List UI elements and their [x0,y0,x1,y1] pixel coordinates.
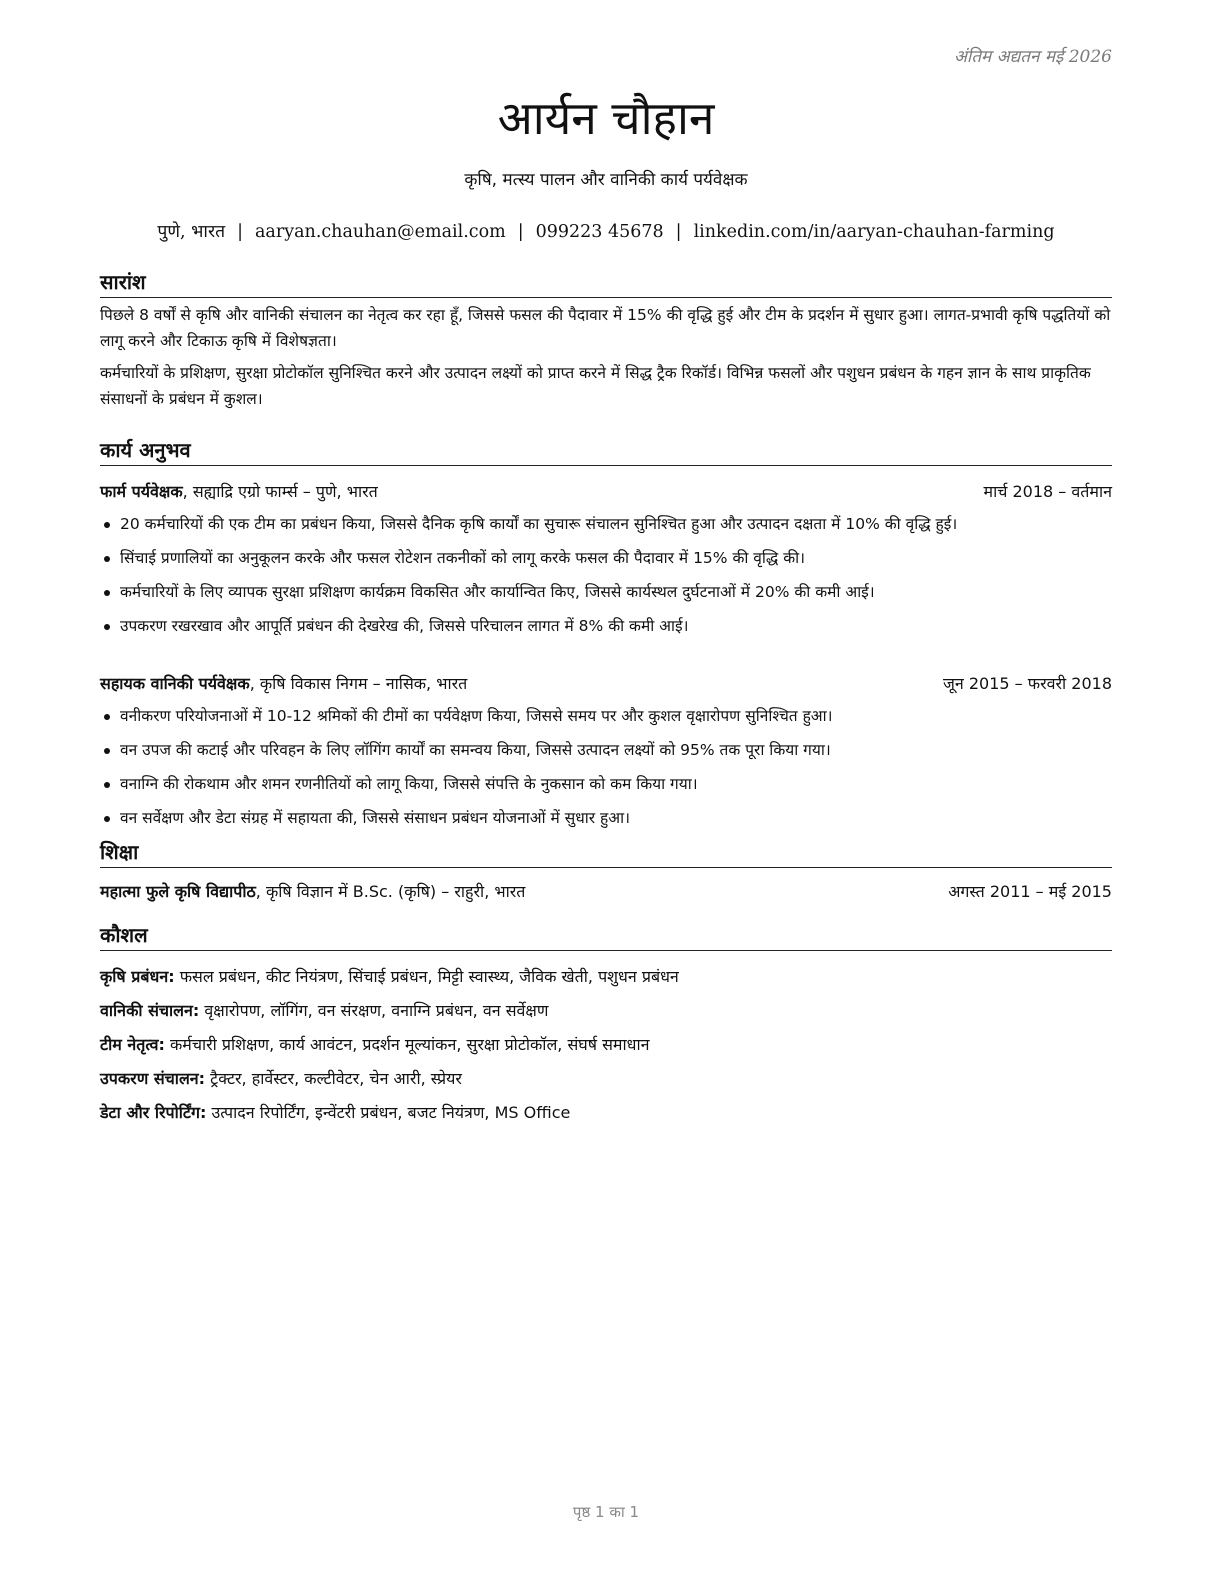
skill-value: कर्मचारी प्रशिक्षण, कार्य आवंटन, प्रदर्शन मूल्यांकन, सुरक्षा प्रोटोकॉल, संघर्ष समाधान [164,1035,650,1054]
contact-separator: | [675,222,682,242]
summary-section [100,268,1112,418]
list-item: वनीकरण परियोजनाओं में 10-12 श्रमिकों की टीमों का पर्यवेक्षण किया, जिससे समय पर और कुशल वृक्षारोपण सुनिश्चित हुआ। [100,700,1112,734]
job-role: फार्म पर्यवेक्षक [100,482,183,501]
skill-line [100,1029,1112,1063]
skill-label: डेटा और रिपोर्टिंग: [100,1103,207,1122]
skill-line [100,961,1112,995]
skill-label: टीम नेतृत्व: [100,1035,165,1054]
education-school: महात्मा फुले कृषि विद्यापीठ [100,882,256,901]
education-section [100,838,1112,906]
job-title: कृषि, मत्स्य पालन और वानिकी कार्य पर्यवेक्षक [464,170,748,190]
list-item: कर्मचारियों के लिए व्यापक सुरक्षा प्रशिक्षण कार्यक्रम विकसित और कार्यान्वित किए, जिससे कार्यस्थल दुर्घटनाओं में 20% की कमी आई। [100,576,1112,610]
education-school-detail [100,880,525,902]
skill-value: फसल प्रबंधन, कीट नियंत्रण, सिंचाई प्रबंधन, मिट्टी स्वास्थ्य, जैविक खेती, पशुधन प्रबंधन [174,967,679,986]
job-dates: जून 2015 – फरवरी 2018 [943,674,1112,693]
section-title-skills: कौशल [100,921,1112,951]
job-dates: मार्च 2018 – वर्तमान [983,482,1112,501]
job-role-org [100,672,467,694]
education-detail: , कृषि विज्ञान में B.Sc. (कृषि) – राहुरी, भारत [255,882,526,901]
section-title-education: शिक्षा [100,838,1112,868]
summary-paragraph: पिछले 8 वर्षों से कृषि और वानिकी संचालन का नेतृत्व कर रहा हूँ, जिससे फसल की पैदावार में 15% की वृद्धि हुई और टीम के प्रदर्शन में सुधार हुआ। लागत-प्रभावी कृषि पद्धतियों को लागू करने और टिकाऊ कृषि में विशेषज्ञता। [100,306,1111,350]
contact-linkedin[interactable]: linkedin.com/in/aaryan-chauhan-farming [693,222,1055,242]
skill-value: उत्पादन रिपोर्टिंग, इन्वेंटरी प्रबंधन, बजट नियंत्रण, MS Office [206,1103,571,1122]
candidate-name: आर्यन चौहान [497,91,715,145]
section-title-experience: कार्य अनुभव [100,436,1112,466]
job-header [100,672,1112,698]
job-bullets [100,700,1112,836]
last-updated: अंतिम अद्यतन मई 2026 [953,47,1112,67]
skill-line [100,1097,1112,1131]
contact-phone[interactable]: 099223 45678 [535,222,664,242]
skill-label: कृषि प्रबंधन: [100,967,175,986]
job-role: सहायक वानिकी पर्यवेक्षक [100,674,250,693]
skill-value: वृक्षारोपण, लॉगिंग, वन संरक्षण, वनाग्नि प्रबंधन, वन सर्वेक्षण [199,1001,549,1020]
job-bullets [100,508,1112,644]
education-entry [100,880,1112,906]
skill-label: वानिकी संचालन: [100,1001,200,1020]
contact-separator: | [237,222,243,242]
job-org: , कृषि विकास निगम – नासिक, भारत [249,674,468,693]
skills-section [100,921,1112,1131]
skill-line [100,1063,1112,1097]
skills-list [100,961,1112,1131]
summary-paragraph: कर्मचारियों के प्रशिक्षण, सुरक्षा प्रोटोकॉल सुनिश्चित करने और उत्पादन लक्ष्यों को प्राप्त करने में सिद्ध ट्रैक रिकॉर्ड। विभिन्न फसलों और पशुधन प्रबंधन के गहन ज्ञान के साथ प्राकृतिक संसाधनों के प्रबंधन में कुशल। [100,364,1091,408]
section-title-summary: सारांश [100,268,1112,298]
list-item: सिंचाई प्रणालियों का अनुकूलन करके और फसल रोटेशन तकनीकों को लागू करके फसल की पैदावार में 15% की वृद्धि की। [100,542,1112,576]
skill-line [100,995,1112,1029]
list-item: वनाग्नि की रोकथाम और शमन रणनीतियों को लागू किया, जिससे संपत्ति के नुकसान को कम किया गया। [100,768,1112,802]
job-role-org [100,480,378,502]
education-dates: अगस्त 2011 – मई 2015 [948,882,1112,901]
job-org: , सह्याद्रि एग्रो फार्म्स – पुणे, भारत [182,482,378,501]
contact-separator: | [517,222,524,242]
contact-email[interactable]: aaryan.chauhan@email.com [255,222,506,242]
list-item: 20 कर्मचारियों की एक टीम का प्रबंधन किया, जिससे दैनिक कृषि कार्यों का सुचारू संचालन सुनिश्चित हुआ और उत्पादन दक्षता में 10% की वृद्धि हुई। [100,508,1112,542]
experience-section [100,436,1112,836]
skill-value: ट्रैक्टर, हार्वेस्टर, कल्टीवेटर, चेन आरी, स्प्रेयर [205,1069,462,1088]
job-header [100,480,1112,506]
contact-location: पुणे, भारत [157,222,226,242]
list-item: वन सर्वेक्षण और डेटा संग्रह में सहायता की, जिससे संसाधन प्रबंधन योजनाओं में सुधार हुआ। [100,802,1112,836]
list-item: उपकरण रखरखाव और आपूर्ति प्रबंधन की देखरेख की, जिससे परिचालन लागत में 8% की कमी आई। [100,610,1112,644]
list-item: वन उपज की कटाई और परिवहन के लिए लॉगिंग कार्यों का समन्वय किया, जिससे उत्पादन लक्ष्यों को 95% तक पूरा किया गया। [100,734,1112,768]
resume-page [100,0,1112,1584]
skill-label: उपकरण संचालन: [100,1069,206,1088]
page-number: पृष्ठ 1 का 1 [572,1503,640,1521]
contact-line [100,219,1112,243]
